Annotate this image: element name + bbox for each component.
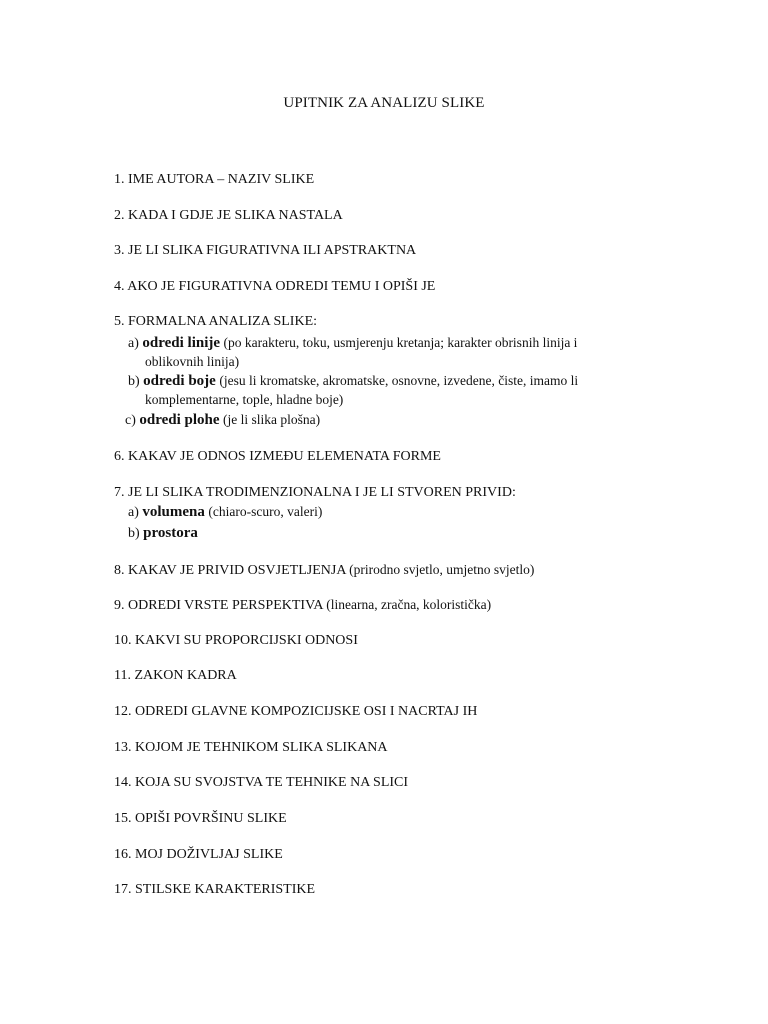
sub-keyword: odredi plohe	[139, 412, 220, 428]
sub-marker: a)	[128, 505, 139, 520]
question-14: 14. KOJA SU SVOJSTVA TE TEHNIKE NA SLICI	[114, 775, 409, 790]
question-2: 2. KADA I GDJE JE SLIKA NASTALA	[114, 208, 343, 223]
question-8	[114, 561, 534, 580]
sub-marker: c)	[125, 413, 136, 428]
question-8-note: (prirodno svjetlo, umjetno svjetlo)	[349, 562, 535, 577]
question-4: 4. AKO JE FIGURATIVNA ODREDI TEMU I OPIŠI JE	[114, 279, 436, 294]
sub-note: (jesu li kromatske, akromatske, osnovne, izvedene, čiste, imamo li	[219, 373, 579, 388]
sub-marker: b)	[128, 526, 140, 541]
sub-keyword: prostora	[143, 525, 198, 541]
sub-note: (je li slika plošna)	[223, 412, 321, 427]
question-5a	[128, 334, 577, 353]
question-5b	[128, 372, 578, 391]
question-3: 3. JE LI SLIKA FIGURATIVNA ILI APSTRAKTNA	[114, 243, 417, 258]
question-12: 12. ODREDI GLAVNE KOMPOZICIJSKE OSI I NACRTAJ IH	[114, 704, 478, 719]
question-11: 11. ZAKON KADRA	[114, 668, 237, 683]
question-7b	[128, 524, 198, 543]
question-8-main: 8. KAKAV JE PRIVID OSVJETLJENJA	[114, 563, 346, 578]
sub-keyword: volumena	[142, 504, 205, 520]
question-15: 15. OPIŠI POVRŠINU SLIKE	[114, 811, 287, 826]
question-6: 6. KAKAV JE ODNOS IZMEĐU ELEMENATA FORME	[114, 449, 441, 464]
question-9-main: 9. ODREDI VRSTE PERSPEKTIVA	[114, 598, 323, 613]
sub-keyword: odredi linije	[142, 335, 221, 351]
question-9	[114, 596, 491, 615]
page-title: UPITNIK ZA ANALIZU SLIKE	[283, 95, 485, 111]
question-9-note: (linearna, zračna, koloristička)	[326, 597, 492, 612]
question-10: 10. KAKVI SU PROPORCIJSKI ODNOSI	[114, 633, 358, 648]
question-5b-note-continued: komplementarne, tople, hladne boje)	[145, 392, 344, 407]
question-17: 17. STILSKE KARAKTERISTIKE	[114, 882, 316, 897]
sub-note: (po karakteru, toku, usmjerenju kretanja; karakter obrisnih linija i	[223, 335, 578, 350]
sub-keyword: odredi boje	[143, 373, 216, 389]
question-5c	[125, 411, 320, 430]
question-5a-note-continued: oblikovnih linija)	[145, 354, 240, 369]
question-1: 1. IME AUTORA – NAZIV SLIKE	[114, 172, 315, 187]
question-7a	[128, 503, 322, 522]
question-7: 7. JE LI SLIKA TRODIMENZIONALNA I JE LI STVOREN PRIVID:	[114, 485, 516, 500]
question-16: 16. MOJ DOŽIVLJAJ SLIKE	[114, 847, 283, 862]
question-5: 5. FORMALNA ANALIZA SLIKE:	[114, 314, 318, 329]
sub-note: (chiaro-scuro, valeri)	[208, 504, 323, 519]
sub-marker: a)	[128, 336, 139, 351]
sub-marker: b)	[128, 374, 140, 389]
question-13: 13. KOJOM JE TEHNIKOM SLIKA SLIKANA	[114, 740, 388, 755]
